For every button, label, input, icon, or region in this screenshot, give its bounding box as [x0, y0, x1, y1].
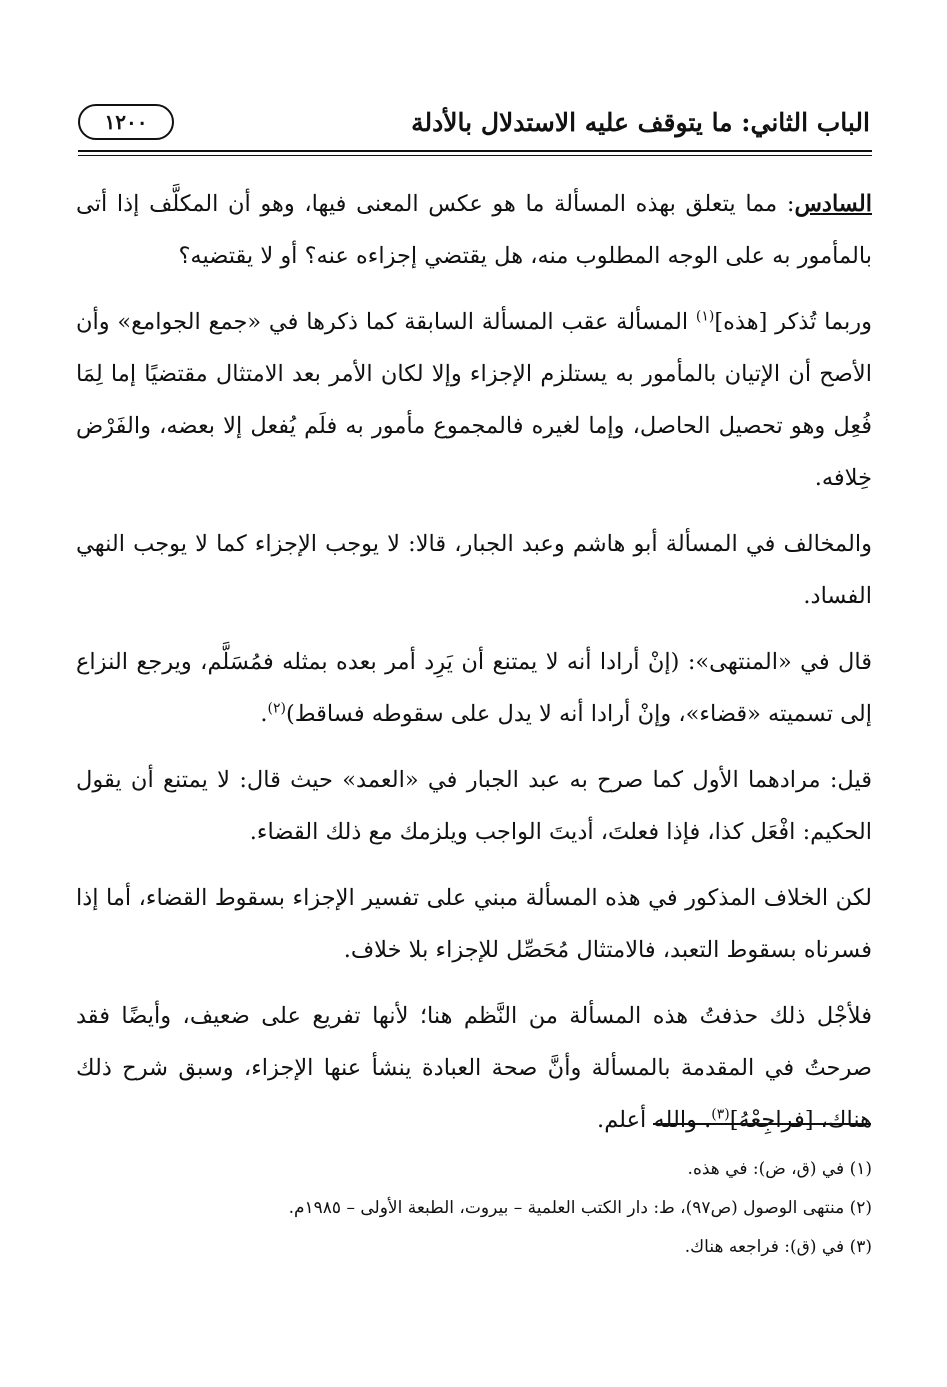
header-divider — [78, 150, 872, 152]
footnote-ref-3[interactable]: (٣) — [711, 1106, 730, 1123]
footnotes — [76, 1150, 872, 1267]
paragraph-lead-term: السادس — [794, 191, 872, 217]
chapter-title: الباب الثاني: ما يتوقف عليه الاستدلال بالأدلة — [411, 108, 870, 137]
paragraph-2 — [76, 296, 872, 504]
paragraph-4 — [76, 636, 872, 740]
paragraph-text: . والله أعلم. — [597, 1107, 712, 1133]
page-number-badge: ١٢٠٠ — [78, 104, 174, 140]
paragraph-1 — [76, 178, 872, 282]
page-header — [78, 100, 870, 148]
footnote-3: (٣) في (ق): فراجعه هناك. — [684, 1237, 872, 1257]
footnote-ref-2[interactable]: (٢) — [267, 700, 286, 717]
paragraph-3 — [76, 518, 872, 622]
paragraph-text: والمخالف في المسألة أبو هاشم وعبد الجبار، قالا: لا يوجب الإجزاء كما لا يوجب النهي الفساد. — [76, 531, 872, 609]
paragraph-text: . — [260, 701, 268, 727]
paragraph-text: قيل: مرادهما الأول كما صرح به عبد الجبار في «العمد» حيث قال: لا يمتنع أن يقول الحكيم: افْعَل كذا، فإذا فعلتَ، أديتَ الواجب ويلزمك مع ذلك القضاء. — [76, 767, 872, 845]
footnote-2: (٢) منتهى الوصول (ص٩٧)، ط: دار الكتب العلمية – بيروت، الطبعة الأولى – ١٩٨٥م. — [288, 1198, 872, 1218]
paragraph-text: وربما تُذكر [هذه] — [714, 309, 872, 335]
paragraph-text: لكن الخلاف المذكور في هذه المسألة مبني على تفسير الإجزاء بسقوط القضاء، أما إذا فسرناه بسقوط التعبد، فالامتثال مُحَصِّل للإجزاء بلا خلاف. — [76, 885, 872, 963]
footnote-divider — [653, 1123, 871, 1125]
footnote-1: (١) في (ق، ض): في هذه. — [687, 1159, 872, 1179]
paragraph-text: فلأجْل ذلك حذفتُ هذه المسألة من النَّظم هنا؛ لأنها تفريع على ضعيف، وأيضًا فقد صرحتُ في المقدمة بالمسألة وأنَّ صحة العبادة ينشأ عنها الإجزاء، وسبق شرح ذلك هناك، [فراجِعْهُ] — [76, 1003, 872, 1133]
paragraph-5 — [76, 754, 872, 858]
main-text — [76, 178, 872, 1160]
paragraph-text: قال في «المنتهى»: (إنْ أرادا أنه لا يمتنع أن يَرِد أمر بعده بمثله فمُسَلَّم، ويرجع النزاع إلى تسميته «قضاء»، وإنْ أرادا أنه لا يدل على سقوطه فساقط) — [76, 649, 872, 727]
paragraph-6 — [76, 872, 872, 976]
paragraph-text: المسألة عقب المسألة السابقة كما ذكرها في «جمع الجوامع» وأن الأصح أن الإتيان بالمأمور به يستلزم الإجزاء وإلا لكان الأمر بعد الامتثال مقتضيًا إما لِمَا فُعِل وهو تحصيل الحاصل، وإما لغيره فالمجموع مأمور به فلَم يُفعل إلا بعضه، والفَرْض خِلافه. — [76, 309, 873, 491]
footnote-ref-1[interactable]: (١) — [695, 308, 715, 325]
header-divider-thin — [78, 155, 872, 156]
paragraph-text: : مما يتعلق بهذه المسألة ما هو عكس المعنى فيها، وهو أن المكلَّف إذا أتى بالمأمور به على الوجه المطلوب منه، هل يقتضي إجزاءه عنه؟ أو لا يقتضيه؟ — [76, 191, 872, 269]
